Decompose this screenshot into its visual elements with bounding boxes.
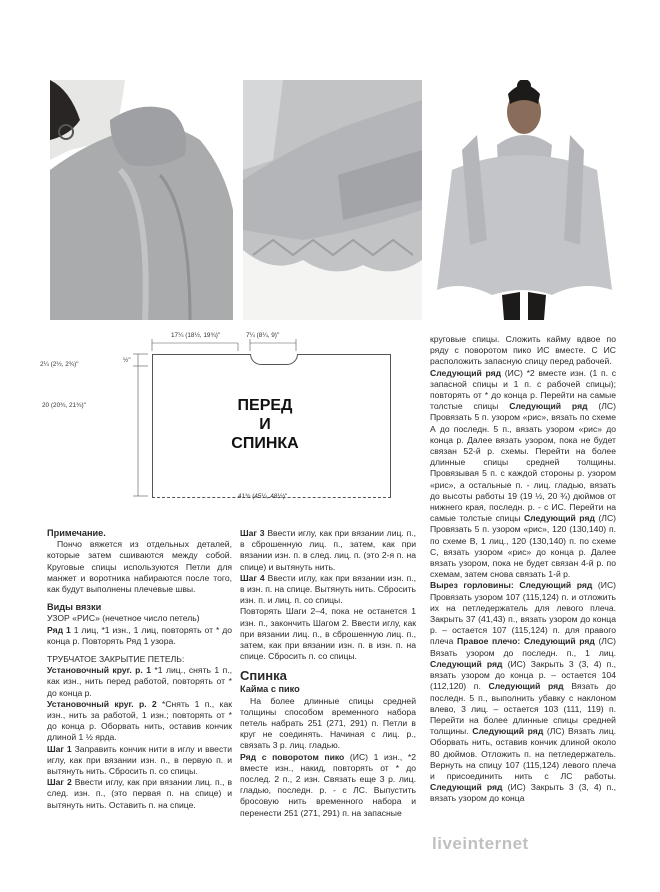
setup-round-2 — [47, 699, 232, 744]
hem-continue: круговые спицы. Сложить кайму вдвое по ряду с поворотом пико ИС вместе. С ИС расположить запасную спицу перед рабочей. — [430, 334, 616, 367]
step3-text: Ввести иглу, как при вязании лиц. п., в сброшенную лиц. п., затем, как при вязании изн. п. в след. лиц. п. (это 2-я п. на спице) и вытянуть нить. — [240, 528, 416, 572]
row1-paragraph — [47, 625, 232, 647]
next-row-label: Следующий ряд — [509, 401, 588, 412]
setup2-text: *Снять 1 п., как изн., нить за работой, 1 изн.; повторять от * до конца р. Оборвать нить, оставив кончик длиной 1 ½ ярда. — [47, 698, 232, 743]
watermark: liveinternet — [432, 834, 529, 853]
dim-shoulder-slope: 2¼ (2½, 2¾)" — [40, 361, 79, 368]
schematic-title-line: И — [259, 416, 271, 433]
step1-label: Шаг 1 — [47, 743, 72, 754]
photo-model-poncho — [432, 80, 615, 320]
step-3 — [240, 528, 416, 573]
picot-turning-row — [240, 752, 416, 819]
photo-turtleneck-closeup — [50, 80, 233, 320]
setup1-text: *1 лиц., снять 1 п., как изн., нить перед работой, повторять от * до конца р. — [47, 665, 233, 698]
neckline-curve — [250, 354, 298, 365]
row1-text: 1 лиц, *1 изн., 1 лиц, повторять от * до конца р. Повторять Ряд 1 узора. — [47, 624, 232, 646]
picot-hem-title: Кайма с пико — [240, 684, 300, 695]
right-shoulder-text: (ЛС) Вязать узором до последн. п., 1 лиц. — [430, 636, 617, 658]
right-shoulder-label: Правое плечо: — [457, 636, 521, 647]
neckline-label: Вырез горловины: — [430, 580, 514, 591]
picot-row-text: (ИС) 1 изн., *2 вместе изн., накид, повторять от * до послед. 2 п., 2 изн. Связать еще 3 р. лиц. гладью, последн. р. - с ЛС. Выпустить бросовую нить временного набора и перенести 251 (271, 291) п. на запасные — [240, 751, 416, 818]
picot-hem-text: На более длинные спицы средней толщины способом временного набора петель набрать 251 (271, 291) п. Петли в круг не соединять. Начиная с лиц. р., связать 3 р. лиц. гладью. — [240, 695, 416, 751]
repeat-steps: Повторять Шаги 2–4, пока не останется 1 изн. п., закончить Шагом 2. Ввести иглу, как при вязании лиц. п., в сброшенную лиц. п., затем, как при вязании изн. п. в изн. п. на спице. Сбросить п. со спицы. — [240, 606, 416, 662]
dim-neck-width: 7¼ (8¼, 9)" — [246, 332, 280, 339]
next-row-text: (ЛС) Вязать лиц. Оборвать нить, оставив кончик длиной около 80 дюймов. Отложить п. на петледержатель. Вернуть на спицу 107 (115,124) левого плеча и присоединить нить с ЛС работы. — [430, 726, 617, 781]
neckline-text: (ИС) Провязать узором 107 (115,124) п. и отложить их на петледержатель для левого плеча. Закрыть 37 (41,43) п., вязать узором до конца р. – остается 107 (115,124) п. для правого плеча — [430, 580, 617, 647]
back-section-title: Спинка — [240, 668, 287, 684]
next-row-label: Следующий ряд — [519, 580, 593, 591]
next-row-label: Следующий ряд — [488, 681, 564, 692]
dim-width: 41¾ (45¼, 48½)" — [238, 493, 288, 500]
next-row-text: Вязать до последн. 5 п., выполнить убавку с наклоном влево, 3 лиц. – остается 103 (111, 119) п. Перейти на более длинные спицы средней толщины. — [430, 681, 617, 737]
picot-row-label: Ряд с поворотом пико — [240, 751, 345, 762]
next-row-label: Следующий ряд — [523, 513, 595, 524]
step2-label: Шаг 2 — [47, 777, 72, 788]
next-row-text: (ИС) *2 вместе изн. (1 п. с запасной спицы и 1 п. с рабочей спицы); повторять от * до конца р. Перейти на самые толстые спицы — [430, 367, 617, 412]
schematic-title-line: ПЕРЕД — [237, 397, 293, 414]
step4-text: Ввести иглу, как при вязании изн. п., в изн. п. на спице. Вытянуть нить. Сбросить изн. п. и лиц. п. со спицы. — [240, 572, 416, 606]
dim-neck-drop: ½" — [123, 357, 131, 364]
setup2-label: Установочный круг. р. 2 — [47, 698, 157, 709]
setup1-label: Установочный круг. р. 1 — [47, 665, 151, 676]
step3-label: Шаг 3 — [240, 528, 265, 538]
row1-label: Ряд 1 — [47, 624, 71, 635]
dim-length: 20 (20¾, 21¾)" — [42, 402, 86, 409]
text-column-middle — [240, 528, 416, 819]
schematic-title-line: СПИНКА — [231, 435, 299, 452]
next-row-text: (ЛС) Провязать 5 п. узором «рис», вязать по схеме А до последн. 5 п., вязать узором «рис» до конца р. Далее вязать узором, пока не будет связан 52-й р. схемы. Перейти на более длинные спицы средней толщины. Провязывая 5 п. с каждой стороны р. узором «рис», а остальные п. - лиц. гладью, вязать до высоты работы 19 (19 ½, 20 ¾) дюймов от нижнего края, последн. р. - с ИС. Перейти на самые толстые спицы — [430, 401, 616, 524]
step1-text: Заправить кончик нити в иглу и ввести иглу, как при вязании изн. п., в первую п. и вытянуть нить. Сбросить п. со спицы. — [47, 743, 232, 777]
next-row-text: (ИС) Закрыть 3 (3, 4) п., вязать узором до конца — [430, 782, 616, 804]
next-row-text: (ЛС) Провязать 5 п. узором «рис», 120 (130,140) п. по схеме В, 1 лиц., 120 (130,140) п. по схеме С, вязать узором «рис» до конца р. Далее вязать узором, пока не будет связан 4-й р. по схемам, затем снова связать 1-й р. — [430, 513, 617, 580]
step4-label: Шаг 4 — [240, 572, 265, 583]
step-2 — [47, 777, 232, 811]
patterns-title: Виды вязки — [47, 602, 102, 613]
schematic-title — [205, 396, 325, 453]
rice-pattern-title: УЗОР «РИС» (нечетное число петель) — [47, 613, 200, 624]
text-column-left — [47, 528, 232, 811]
next-row-label: Следующий ряд — [523, 636, 595, 647]
step-4 — [240, 573, 416, 607]
next-row-text: (ИС) Закрыть 3 (3, 4) п., вязать узором до конца р. – остается 104 (112,120) п. — [430, 658, 616, 692]
note-text: Пончо вяжется из отдельных деталей, которые затем сшиваются между собой. Круговые спицы используются Петли для манжет и воротника набираются после того, как будут выполнены плечевые швы. — [47, 539, 232, 595]
step2-text: Ввести иглу, как при вязании лиц. п., в след. изн. п., (это первая п. на спице) и вытянуть нить. Оставить п. на спице. — [47, 777, 233, 810]
text-column-right — [430, 334, 616, 805]
photo-lace-edge — [243, 80, 422, 320]
dim-shoulder-width: 17¼ (18½, 19¾)" — [171, 332, 221, 339]
next-row-1 — [430, 368, 616, 581]
next-row-label: Следующий ряд — [430, 782, 503, 793]
note-title: Примечание. — [47, 528, 106, 538]
neckline-section — [430, 580, 616, 804]
step-1 — [47, 744, 232, 778]
next-row-label: Следующий ряд — [430, 367, 502, 378]
setup-round-1 — [47, 665, 232, 699]
schematic-front-and-back — [40, 326, 420, 502]
tubular-bindoff-title: ТРУБЧАТОЕ ЗАКРЫТИЕ ПЕТЕЛЬ: — [47, 654, 185, 665]
next-row-label: Следующий ряд — [430, 658, 503, 669]
next-row-label: Следующий ряд — [472, 726, 544, 737]
